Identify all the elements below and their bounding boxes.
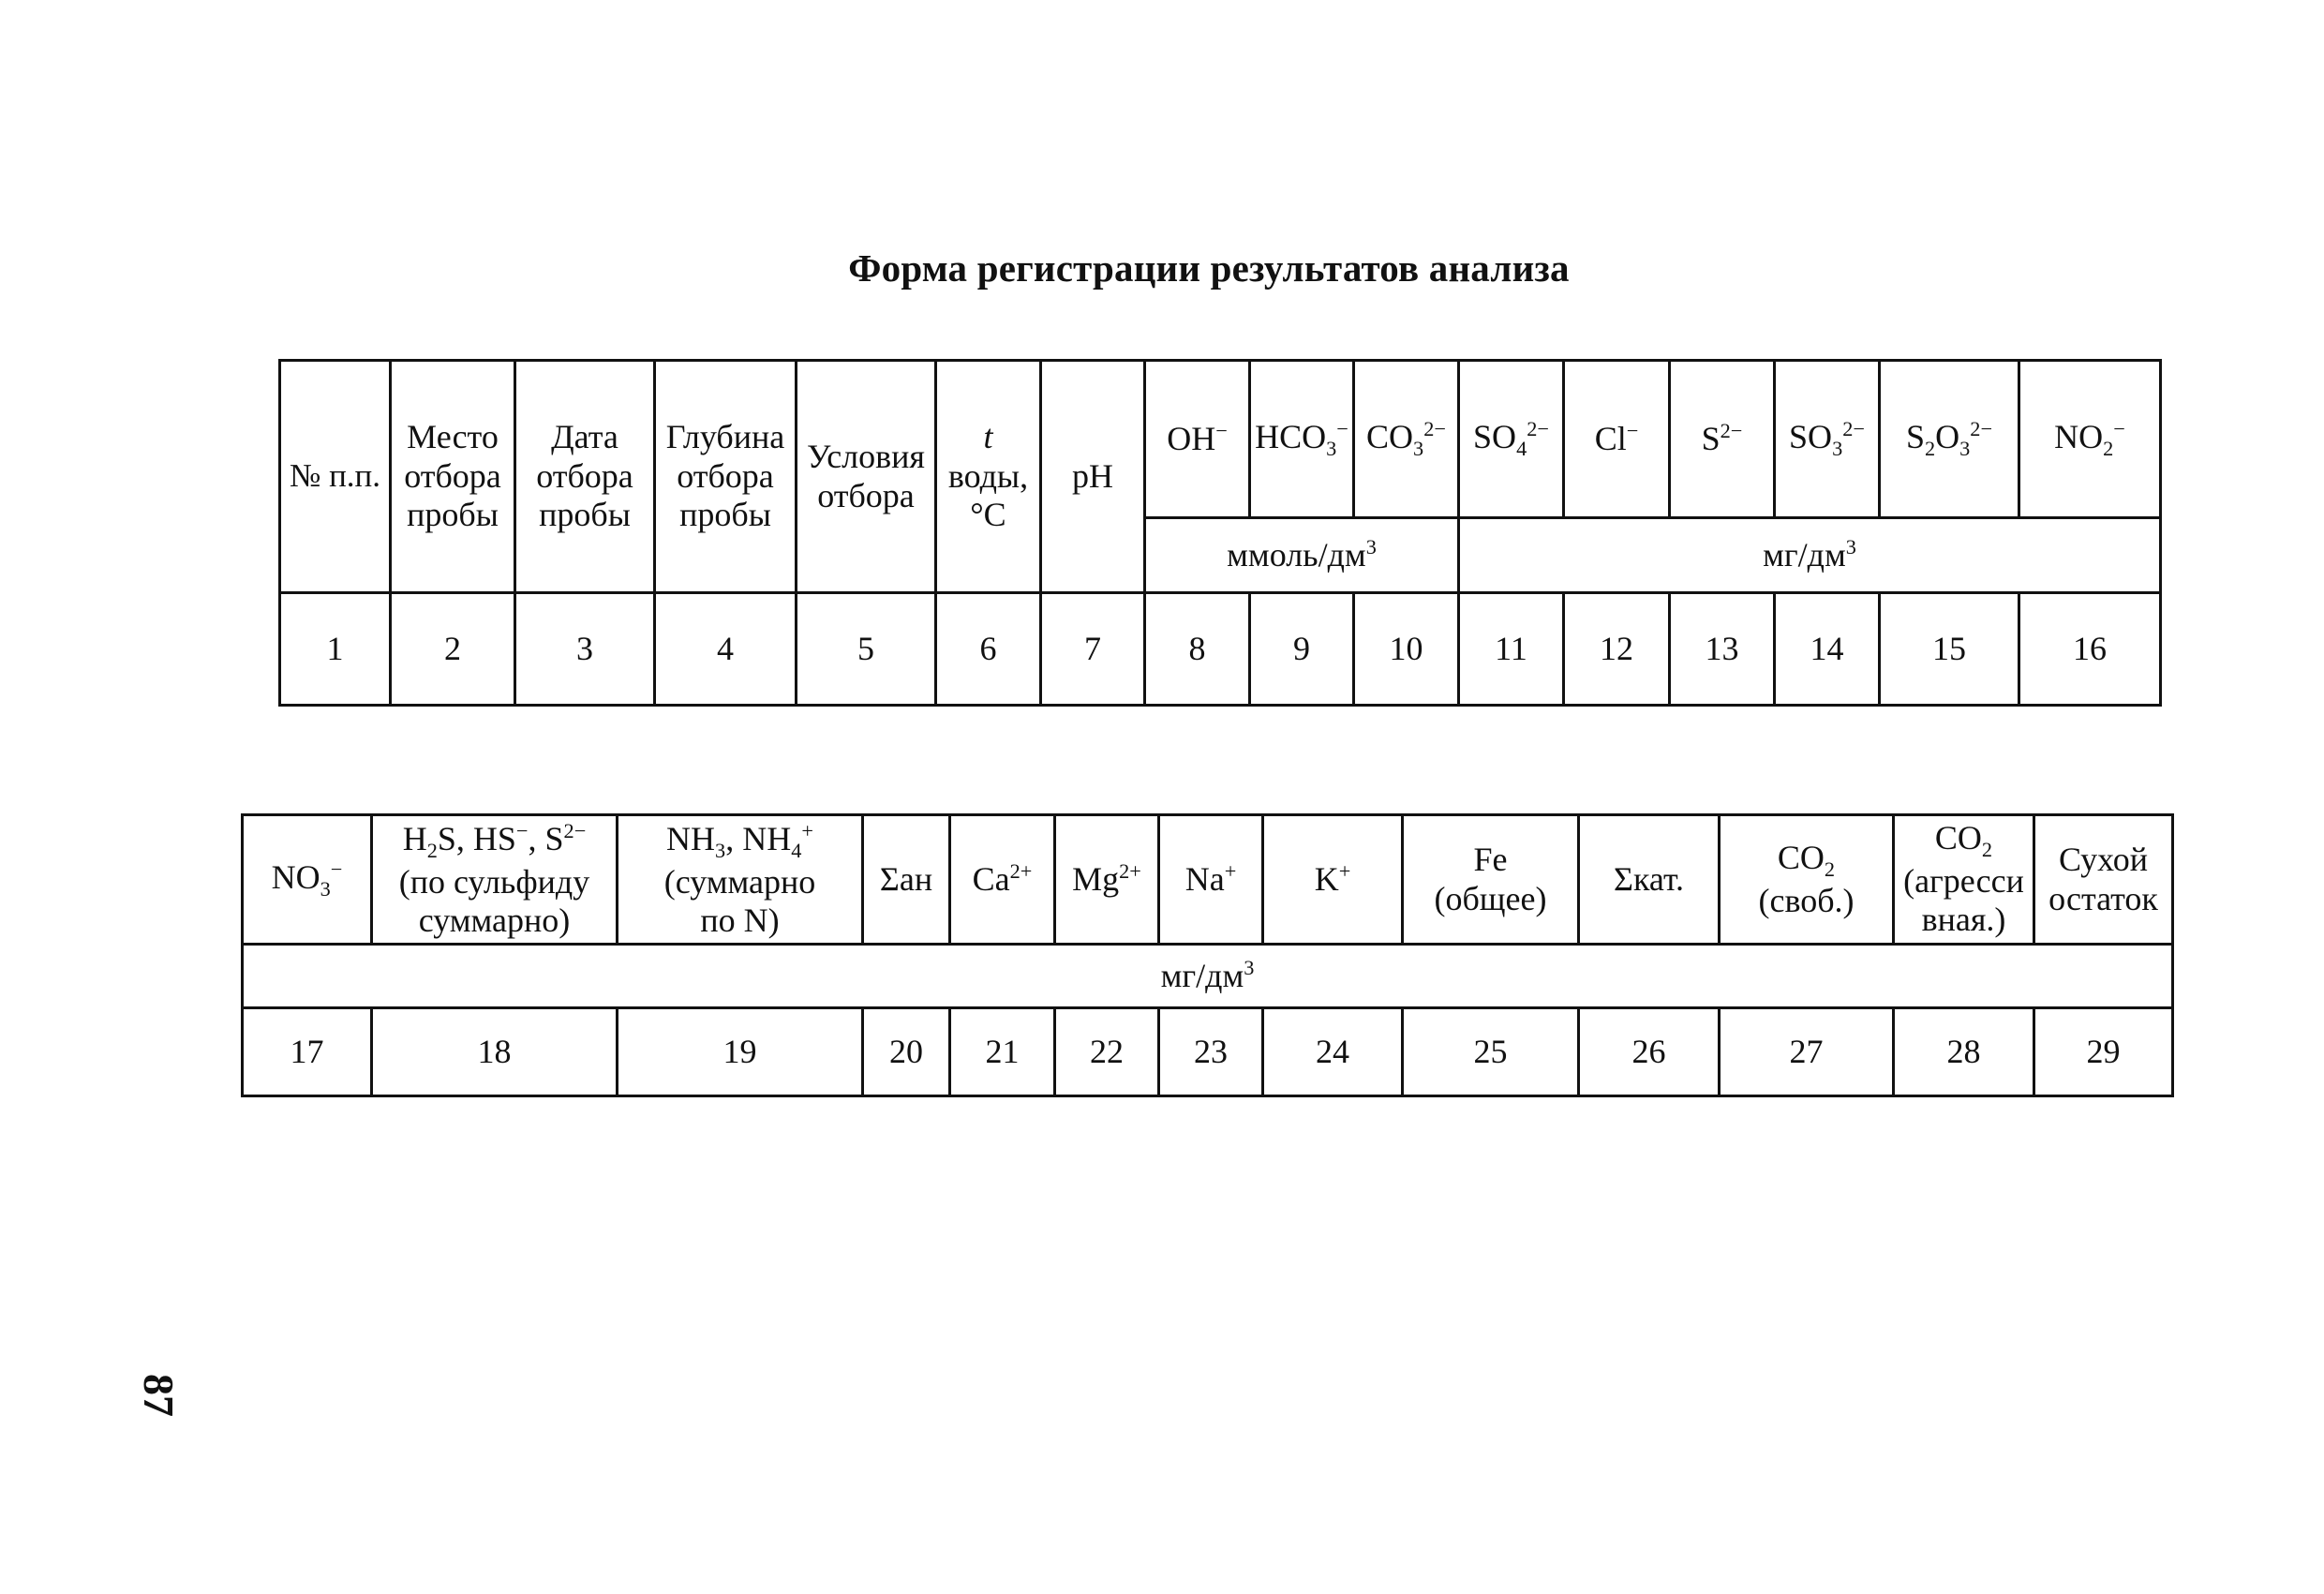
document-title: Форма регистрации результатов анализа xyxy=(848,246,1570,290)
header-ion-oh: OH− xyxy=(1145,361,1250,518)
column-number: 25 xyxy=(1403,1008,1579,1096)
column-number: 7 xyxy=(1041,593,1145,706)
column-number: 8 xyxy=(1145,593,1250,706)
unit-mmol-per-dm3: ммоль/$дм^3$ xyxy=(1145,518,1459,593)
column-number: 5 xyxy=(797,593,936,706)
column-number: 2 xyxy=(391,593,515,706)
header-sample-conditions: Условия отбора xyxy=(797,361,936,593)
unit-mg-per-dm3: $мг/дм^3$ xyxy=(243,945,2173,1008)
column-number: 26 xyxy=(1579,1008,1720,1096)
column-number-row xyxy=(243,1008,2173,1096)
column-number: 16 xyxy=(2019,593,2161,706)
column-number: 21 xyxy=(950,1008,1055,1096)
header-dry-residue: Сухой остаток xyxy=(2034,815,2173,945)
column-number: 23 xyxy=(1159,1008,1263,1096)
column-number: 12 xyxy=(1564,593,1670,706)
header-ion-so4: $SO_4^{2-}$ xyxy=(1459,361,1564,518)
header-iron-total: Fe (общее) xyxy=(1403,815,1579,945)
header-row-number: № п.п. xyxy=(280,361,391,593)
header-sample-place: Место отбора пробы xyxy=(391,361,515,593)
header-sum-anions: Σан xyxy=(863,815,950,945)
header-calcium: $Ca^{2+}$ xyxy=(950,815,1055,945)
results-table-part-2 xyxy=(241,813,2174,1097)
column-number: 27 xyxy=(1720,1008,1894,1096)
header-sample-depth: Глубина отбора пробы xyxy=(655,361,797,593)
column-number: 29 xyxy=(2034,1008,2173,1096)
header-sulfide-sum: $H_2S$, HS−, $S^{2-}$ (по сульфиду суммарно) xyxy=(372,815,618,945)
column-number: 22 xyxy=(1055,1008,1159,1096)
header-sum-cations: Σкат. xyxy=(1579,815,1720,945)
header-ion-so3: $SO_3^{2-}$ xyxy=(1775,361,1880,518)
header-co2-free: $CO_2$ (своб.) xyxy=(1720,815,1894,945)
column-number: 1 xyxy=(280,593,391,706)
column-number: 9 xyxy=(1250,593,1354,706)
header-ion-s: $S^{2-}$ xyxy=(1670,361,1775,518)
column-number: 15 xyxy=(1880,593,2019,706)
column-number: 17 xyxy=(243,1008,372,1096)
unit-mg-per-dm3: $мг/дм^3$ xyxy=(1459,518,2161,593)
column-number: 28 xyxy=(1894,1008,2034,1096)
header-co2-aggressive: $CO_2$ (агресси вная.) xyxy=(1894,815,2034,945)
header-ion-s2o3: $S_2O_3^{2-}$ xyxy=(1880,361,2019,518)
header-water-temperature: t воды, °C xyxy=(936,361,1041,593)
column-number: 13 xyxy=(1670,593,1775,706)
column-number: 14 xyxy=(1775,593,1880,706)
header-no3: $NO_3^-$ xyxy=(243,815,372,945)
column-number: 10 xyxy=(1354,593,1459,706)
header-ion-co3: $CO_3^{2-}$ xyxy=(1354,361,1459,518)
column-number: 19 xyxy=(618,1008,863,1096)
column-number: 4 xyxy=(655,593,797,706)
header-ammonium-sum: $NH_3$, $NH_4^+$ (суммарно по N) xyxy=(618,815,863,945)
header-sodium: Na+ xyxy=(1159,815,1263,945)
header-ion-no2: $NO_2^-$ xyxy=(2019,361,2161,518)
column-number: 18 xyxy=(372,1008,618,1096)
header-sample-date: Дата отбора пробы xyxy=(515,361,655,593)
column-number: 3 xyxy=(515,593,655,706)
header-magnesium: $Mg^{2+}$ xyxy=(1055,815,1159,945)
header-ph: pH xyxy=(1041,361,1145,593)
header-ion-hco3: $HCO_3^-$ xyxy=(1250,361,1354,518)
column-number: 24 xyxy=(1263,1008,1403,1096)
column-number-row xyxy=(280,593,2161,706)
page-number: 87 xyxy=(135,1374,183,1417)
header-ion-cl: Cl− xyxy=(1564,361,1670,518)
column-number: 11 xyxy=(1459,593,1564,706)
column-number: 20 xyxy=(863,1008,950,1096)
results-table-part-1 xyxy=(278,359,2162,707)
header-potassium: K+ xyxy=(1263,815,1403,945)
column-number: 6 xyxy=(936,593,1041,706)
